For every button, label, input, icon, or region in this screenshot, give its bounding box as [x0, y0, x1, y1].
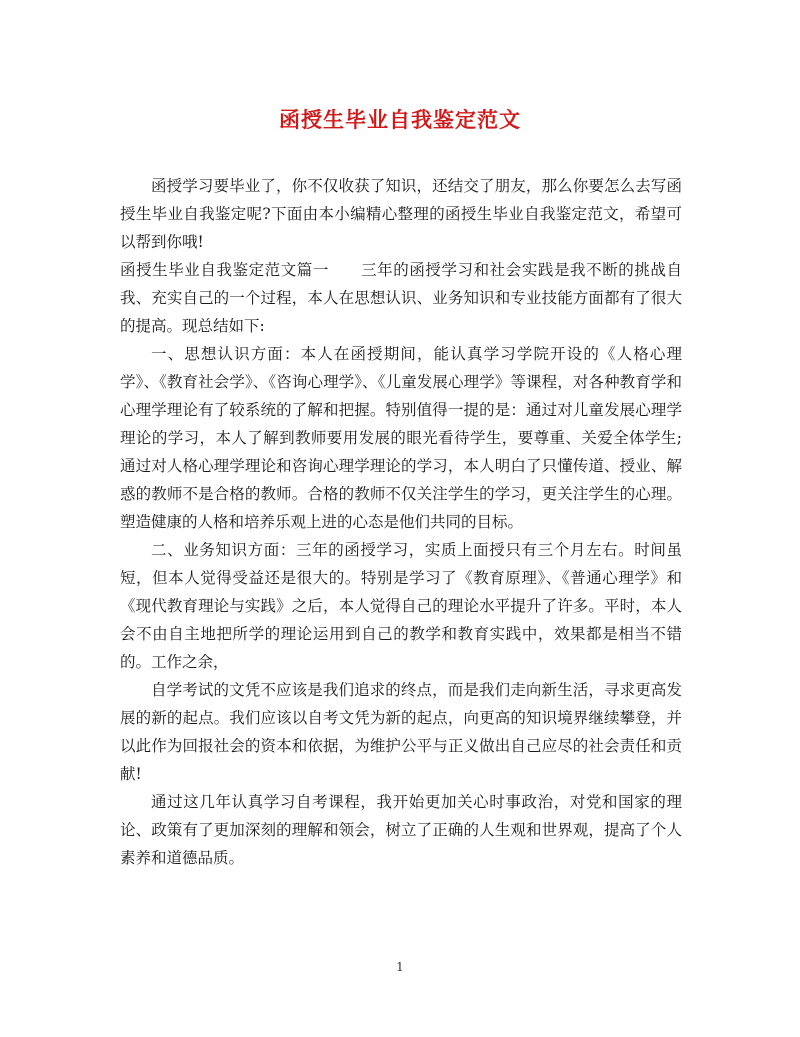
- page-number: 1: [396, 960, 404, 974]
- document-body: [120, 172, 682, 872]
- paragraph-ideology: 一、思想认识方面：本人在函授期间，能认真学习学院开设的《人格心理学》、《教育社会学》、《咨询心理学》、《儿童发展心理学》等课程，对各种教育学和心理学理论有了较系统的了解和把握。特别值得一提的是：通过对儿童发展心理学理论的学习，本人了解到教师要用发展的眼光看待学生，要尊重、关爱全体学生;通过对人格心理学理论和咨询心理学理论的学习，本人明白了只懂传道、授业、解惑的教师不是合格的教师。合格的教师不仅关注学生的学习，更关注学生的心理。塑造健康的人格和培养乐观上进的心态是他们共同的目标。: [120, 345, 682, 531]
- paragraph-section-one: 函授生毕业自我鉴定范文篇一 三年的函授学习和社会实践是我不断的挑战自我、充实自己的一个过程，本人在思想认识、业务知识和专业技能方面都有了很大的提高。现总结如下:: [120, 261, 682, 335]
- paragraph-politics: 通过这几年认真学习自考课程，我开始更加关心时事政治，对党和国家的理论、政策有了更加深刻的理解和领会，树立了正确的人生观和世界观，提高了个人素养和道德品质。: [120, 793, 682, 867]
- paragraph-intro: 函授学习要毕业了，你不仅收获了知识，还结交了朋友，那么你要怎么去写函授生毕业自我鉴定呢?下面由本小编精心整理的函授生毕业自我鉴定范文，希望可以帮到你哦!: [120, 177, 682, 251]
- paragraph-self-study: 自学考试的文凭不应该是我们追求的终点，而是我们走向新生活，寻求更高发展的新的起点。我们应该以自考文凭为新的起点，向更高的知识境界继续攀登，并以此作为回报社会的资本和依据，为维护公平与正义做出自己应尽的社会责任和贡献!: [120, 681, 682, 783]
- paragraph-professional-knowledge: 二、业务知识方面：三年的函授学习，实质上面授只有三个月左右。时间虽短，但本人觉得受益还是很大的。特别是学习了《教育原理》、《普通心理学》和《现代教育理论与实践》之后，本人觉得自己的理论水平提升了许多。平时，本人会不由自主地把所学的理论运用到自己的教学和教育实践中，效果都是相当不错的。工作之余，: [120, 541, 682, 671]
- page-title: 函授生毕业自我鉴定范文: [279, 107, 521, 132]
